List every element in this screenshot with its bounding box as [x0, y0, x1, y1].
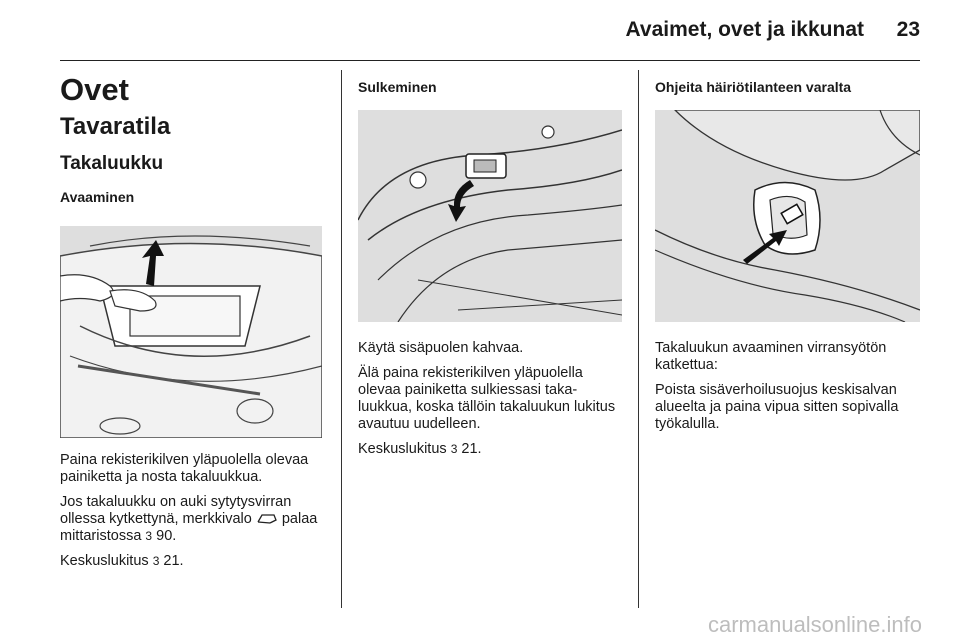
central-locking-label: Keskuslukitus: [358, 441, 447, 457]
column-3: [655, 68, 920, 433]
page-ref-link[interactable]: 90.: [156, 528, 177, 544]
paragraph-remove-trim-cover: Poista sisäverhoilusuojus keskisalvan alueelta ja paina vipua sitten sopivalla työkalulla.: [655, 382, 899, 432]
page-ref-link[interactable]: 21.: [163, 553, 184, 569]
watermark: carmanualsonline.info: [707, 612, 922, 637]
page-ref-link[interactable]: 21.: [461, 441, 482, 457]
warning-text-b: palaa mittaristossa: [60, 511, 318, 544]
paragraph-central-locking: [60, 553, 325, 570]
topic-heading-opening: Avaaminen: [60, 189, 135, 205]
column-divider-1: [341, 70, 342, 608]
paragraph-open-instructions: Paina rekisterikilven yläpuolella olevaa painiketta ja nosta takaluukkua.: [60, 452, 309, 485]
column-1: [60, 68, 325, 570]
page-number: 23: [896, 18, 920, 41]
emergency-release-illustration: [655, 110, 920, 322]
page-ref-arrow-icon: 3: [450, 442, 458, 456]
column-divider-2: [638, 70, 639, 608]
paragraph-central-locking: [358, 441, 623, 458]
column-2: [358, 68, 623, 458]
topic-heading-closing: Sulkeminen: [358, 79, 437, 95]
paragraph-do-not-press: Älä paina rekisterikilven yläpuolella olevaa painiketta sulkiessasi takaluukkua, koska tällöin takaluukun lukitus avautuu uudelleen.: [358, 365, 616, 432]
subsection-heading: Takaluukku: [60, 153, 164, 174]
header-rule: [60, 60, 920, 61]
tailgate-closing-illustration: [358, 110, 622, 322]
topic-heading-fault: Ohjeita häiriötilanteen varalta: [655, 79, 852, 95]
page-ref-arrow-icon: 3: [152, 554, 160, 568]
warning-text-a: Jos takaluukku on auki sytytysvirran ollessa kytkettynä, merkkivalo: [60, 494, 292, 527]
tailgate-opening-illustration: [60, 226, 322, 438]
paragraph-warning-light: [60, 494, 325, 545]
chapter-heading: Ovet: [60, 72, 129, 107]
paragraph-power-loss: Takaluukun avaaminen virransyötön katkettua:: [655, 340, 887, 373]
page-ref-arrow-icon: 3: [145, 529, 153, 543]
central-locking-label: Keskuslukitus: [60, 553, 149, 569]
page-header-title: Avaimet, ovet ja ikkunat: [625, 18, 864, 41]
tailgate-open-icon: [256, 512, 278, 525]
paragraph-use-inner-handle: Käytä sisäpuolen kahvaa.: [358, 340, 524, 356]
section-heading: Tavaratila: [60, 113, 171, 140]
